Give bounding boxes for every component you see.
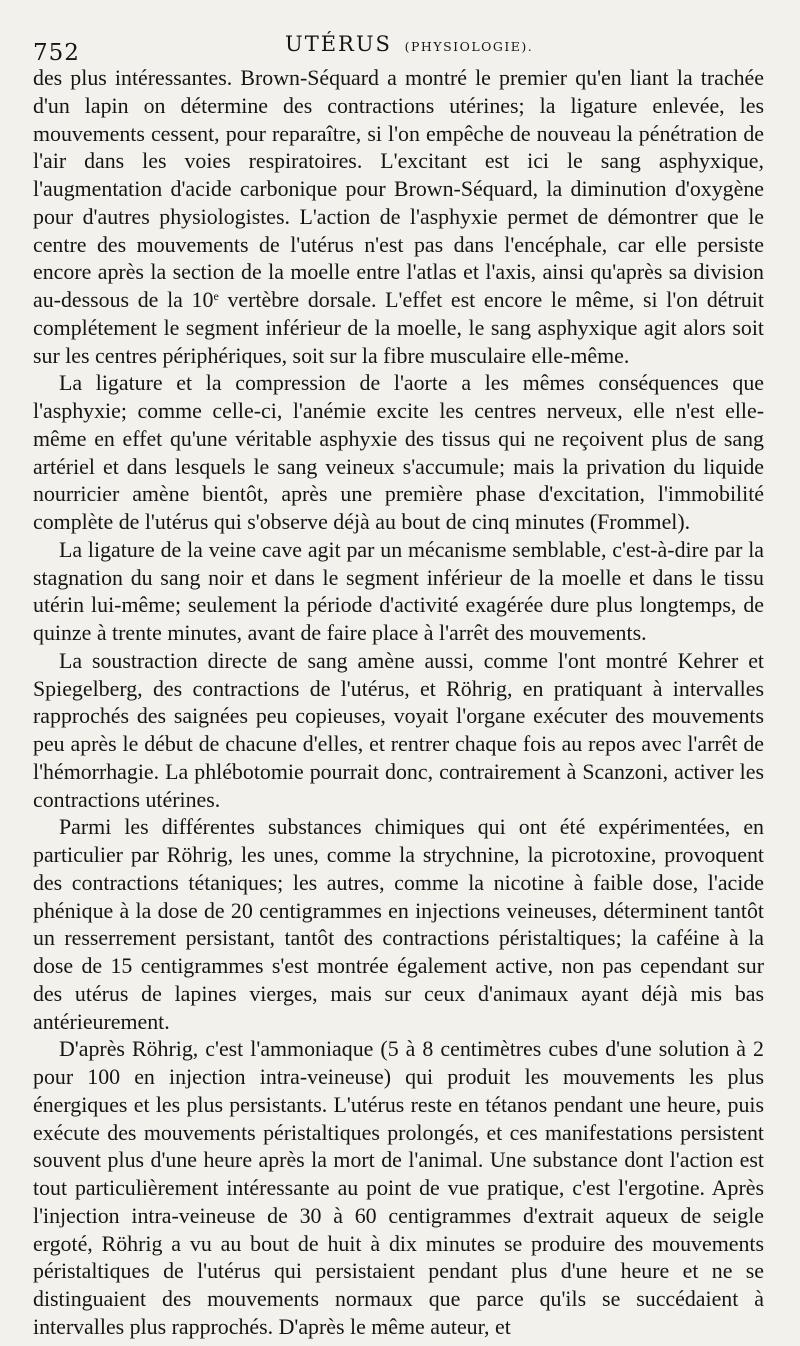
superscript-e: e [213,289,219,303]
paragraph-ligature-aorte: La ligature et la compression de l'aorte a les mêmes conséquences que l'asphyxie; comme celle-ci, l'anémie excite les centres nerveux, elle n'est elle-même en effet qu'une véritable asphyxie des tissus qui ne reçoivent plus de sang artériel et dans lesquels le sang veineux s'accumule; mais la privation du liquide nourricier amène bientôt, après une première phase d'excitation, l'immobilité complète de l'utérus qui s'observe déjà au bout de cinq minutes (Frommel). [33,370,764,534]
running-header [33,24,764,64]
running-title-main: UTÉRUS [285,32,392,56]
paragraph-text: des plus intéressantes. Brown-Séquard a montré le premier qu'en liant la trachée d'un lapin on détermine des contractions utérines; la ligature enlevée, les mouvements cessent, pour reparaître, si l'on empêche de nouveau la pénétration de l'air dans les voies respiratoires. L'excitant est ici le sang asphyxique, l'augmentation d'acide carbonique pour Brown-Séquard, la diminution d'oxygène pour d'autres physiologistes. L'action de l'asphyxie permet de démontrer que le centre des mouvements de l'utérus n'est pas dans l'encéphale, car elle persiste encore après la section de la moelle entre l'atlas et l'axis, ainsi qu'après sa division au-dessous de la 10 [33,65,764,312]
paragraph-soustraction-sang: La soustraction directe de sang amène aussi, comme l'ont montré Kehrer et Spiegelberg, des contractions de l'utérus, et Röhrig, en pratiquant à intervalles rapprochés des saignées peu copieuses, voyait l'organe exécuter des mouvements peu après le début de chacune d'elles, et rentrer chaque fois au repos avec l'arrêt de l'hémorrhagie. La phlébotomie pourrait donc, contrairement à Scanzoni, activer les contractions utérines. [33,647,764,812]
paragraph-substances-chimiques: Parmi les différentes substances chimiques qui ont été expérimentées, en particulier par Röhrig, les unes, comme la strychnine, la picrotoxine, provoquent des contractions tétaniques; les autres, comme la nicotine à faible dose, l'acide phénique à la dose de 20 centigrammes en injections veineuses, déterminent tantôt un resserrement persistant, tantôt des contractions péristaltiques; la caféine à la dose de 15 centigrammes s'est montrée également active, non pas cependant sur des utérus de lapines vierges, mais sur ceux d'animaux ayant déjà mis bas antérieurement. [33,814,764,1034]
running-title-subtitle: (PHYSIOLOGIE). [404,39,534,54]
page-number: 752 [33,40,80,66]
paragraph-ammoniaque-ergotine: D'après Röhrig, c'est l'ammoniaque (5 à 8 centimètres cubes d'une solution à 2 pour 100 en injection intra-veineuse) qui produit les mouvements les plus énergiques et les plus persistants. L'utérus reste en tétanos pendant une heure, puis exécute des mouvements péristaltiques prolongés, et ces manifestations persistent souvent plus d'une heure après la mort de l'animal. Une substance dont l'action est tout particulièrement intéressante au point de vue pratique, c'est l'ergotine. Après l'injection intra-veineuse de 30 à 60 centigrammes d'extrait aqueux de seigle ergoté, Röhrig a vu au bout de huit à dix minutes se produire des mouvements péristaltiques de l'utérus qui persistaient pendant plus d'une heure et ne se distinguaient des mouvements normaux que parce qu'ils se succédaient à intervalles plus rapprochés. D'après le même auteur, et [33,1036,764,1339]
body-text [33,64,764,1341]
running-title [285,32,533,56]
paragraph-veine-cave: La ligature de la veine cave agit par un mécanisme semblable, c'est-à-dire par la stagnation du sang noir et dans le segment inférieur de la moelle et dans le tissu utérin lui-même; seulement la période d'activité exagérée dure plus longtemps, de quinze à trente minutes, avant de faire place à l'arrêt des mouvements. [33,536,764,645]
paragraph-asphyxie [33,64,764,369]
paragraph-text-continued: vertèbre dorsale. L'effet est encore le même, si l'on détruit complétement le segment inférieur de la moelle, le sang asphyxique agit alors soit sur les centres périphériques, soit sur la fibre musculaire elle-même. [33,287,764,368]
